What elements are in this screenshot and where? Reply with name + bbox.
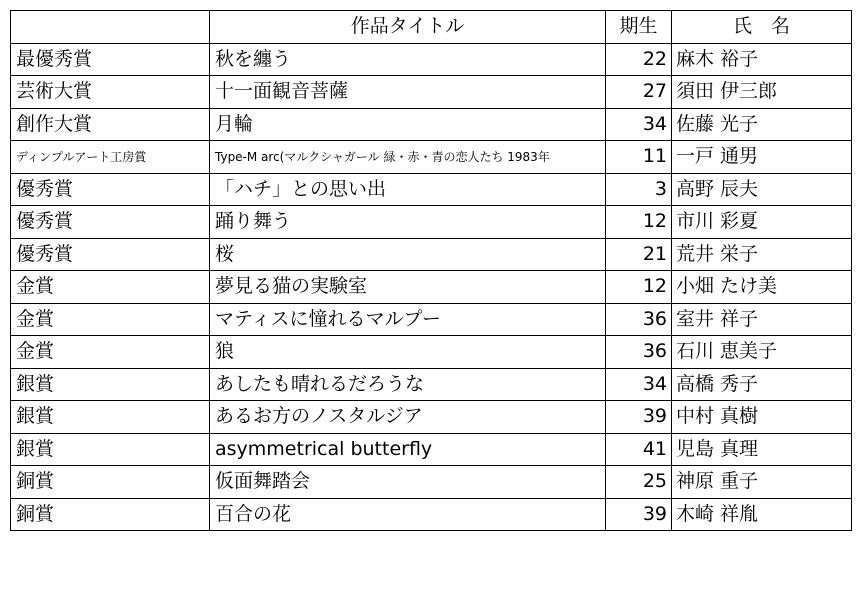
name-cell[interactable]: 小畑 たけ美: [672, 271, 852, 304]
title-cell[interactable]: 桜: [210, 238, 606, 271]
generation-cell[interactable]: 12: [606, 206, 672, 239]
generation-cell[interactable]: 21: [606, 238, 672, 271]
title-cell[interactable]: 月輪: [210, 108, 606, 141]
name-cell[interactable]: 一戸 通男: [672, 141, 852, 174]
header-award-cell[interactable]: [11, 11, 210, 44]
title-cell[interactable]: 秋を纏う: [210, 43, 606, 76]
award-cell[interactable]: 金賞: [11, 336, 210, 369]
name-cell[interactable]: 市川 彩夏: [672, 206, 852, 239]
name-cell[interactable]: 荒井 栄子: [672, 238, 852, 271]
header-generation-cell[interactable]: 期生: [606, 11, 672, 44]
name-cell[interactable]: 石川 恵美子: [672, 336, 852, 369]
table-row: [11, 466, 852, 499]
award-cell[interactable]: 銀賞: [11, 368, 210, 401]
name-cell[interactable]: 高橋 秀子: [672, 368, 852, 401]
title-cell[interactable]: 十一面観音菩薩: [210, 76, 606, 109]
generation-cell[interactable]: 11: [606, 141, 672, 174]
table-row: [11, 173, 852, 206]
generation-cell[interactable]: 27: [606, 76, 672, 109]
generation-cell[interactable]: 39: [606, 498, 672, 531]
title-cell[interactable]: asymmetrical butterfly: [210, 433, 606, 466]
title-cell[interactable]: あしたも晴れるだろうな: [210, 368, 606, 401]
generation-cell[interactable]: 39: [606, 401, 672, 434]
generation-cell[interactable]: 25: [606, 466, 672, 499]
table-row: [11, 433, 852, 466]
title-cell[interactable]: 百合の花: [210, 498, 606, 531]
table-row: [11, 141, 852, 174]
generation-cell[interactable]: 3: [606, 173, 672, 206]
table-row: [11, 206, 852, 239]
award-cell[interactable]: 芸術大賞: [11, 76, 210, 109]
name-cell[interactable]: 木崎 祥胤: [672, 498, 852, 531]
header-row: [11, 11, 852, 44]
award-cell[interactable]: 銅賞: [11, 466, 210, 499]
title-cell[interactable]: 仮面舞踏会: [210, 466, 606, 499]
table-row: [11, 108, 852, 141]
generation-cell[interactable]: 36: [606, 336, 672, 369]
title-cell[interactable]: 踊り舞う: [210, 206, 606, 239]
title-cell[interactable]: Type-M arc(マルクシャガール 緑・赤・青の恋人たち 1983年: [210, 141, 606, 174]
table-row: [11, 238, 852, 271]
table-row: [11, 498, 852, 531]
award-cell[interactable]: 優秀賞: [11, 206, 210, 239]
table-row: [11, 303, 852, 336]
table-row: [11, 271, 852, 304]
generation-cell[interactable]: 36: [606, 303, 672, 336]
title-cell[interactable]: マティスに憧れるマルプー: [210, 303, 606, 336]
award-cell[interactable]: 銅賞: [11, 498, 210, 531]
title-cell[interactable]: あるお方のノスタルジア: [210, 401, 606, 434]
name-cell[interactable]: 高野 辰夫: [672, 173, 852, 206]
award-cell[interactable]: 銀賞: [11, 433, 210, 466]
name-cell[interactable]: 神原 重子: [672, 466, 852, 499]
award-results-table: [10, 10, 852, 531]
table-row: [11, 43, 852, 76]
award-cell[interactable]: 金賞: [11, 303, 210, 336]
name-cell[interactable]: 須田 伊三郎: [672, 76, 852, 109]
table-row: [11, 336, 852, 369]
generation-cell[interactable]: 22: [606, 43, 672, 76]
name-cell[interactable]: 佐藤 光子: [672, 108, 852, 141]
name-cell[interactable]: 麻木 裕子: [672, 43, 852, 76]
award-cell[interactable]: 創作大賞: [11, 108, 210, 141]
generation-cell[interactable]: 41: [606, 433, 672, 466]
table-row: [11, 76, 852, 109]
header-name-cell[interactable]: 氏 名: [672, 11, 852, 44]
name-cell[interactable]: 室井 祥子: [672, 303, 852, 336]
header-title-cell[interactable]: 作品タイトル: [210, 11, 606, 44]
title-cell[interactable]: 夢見る猫の実験室: [210, 271, 606, 304]
table-row: [11, 401, 852, 434]
name-cell[interactable]: 中村 真樹: [672, 401, 852, 434]
generation-cell[interactable]: 34: [606, 108, 672, 141]
name-cell[interactable]: 児島 真理: [672, 433, 852, 466]
award-cell[interactable]: 優秀賞: [11, 238, 210, 271]
generation-cell[interactable]: 12: [606, 271, 672, 304]
award-cell[interactable]: 銀賞: [11, 401, 210, 434]
title-cell[interactable]: 「ハチ」との思い出: [210, 173, 606, 206]
title-cell[interactable]: 狼: [210, 336, 606, 369]
award-cell[interactable]: 最優秀賞: [11, 43, 210, 76]
award-cell[interactable]: 金賞: [11, 271, 210, 304]
generation-cell[interactable]: 34: [606, 368, 672, 401]
award-cell[interactable]: ディンプルアート工房賞: [11, 141, 210, 174]
award-cell[interactable]: 優秀賞: [11, 173, 210, 206]
table-row: [11, 368, 852, 401]
